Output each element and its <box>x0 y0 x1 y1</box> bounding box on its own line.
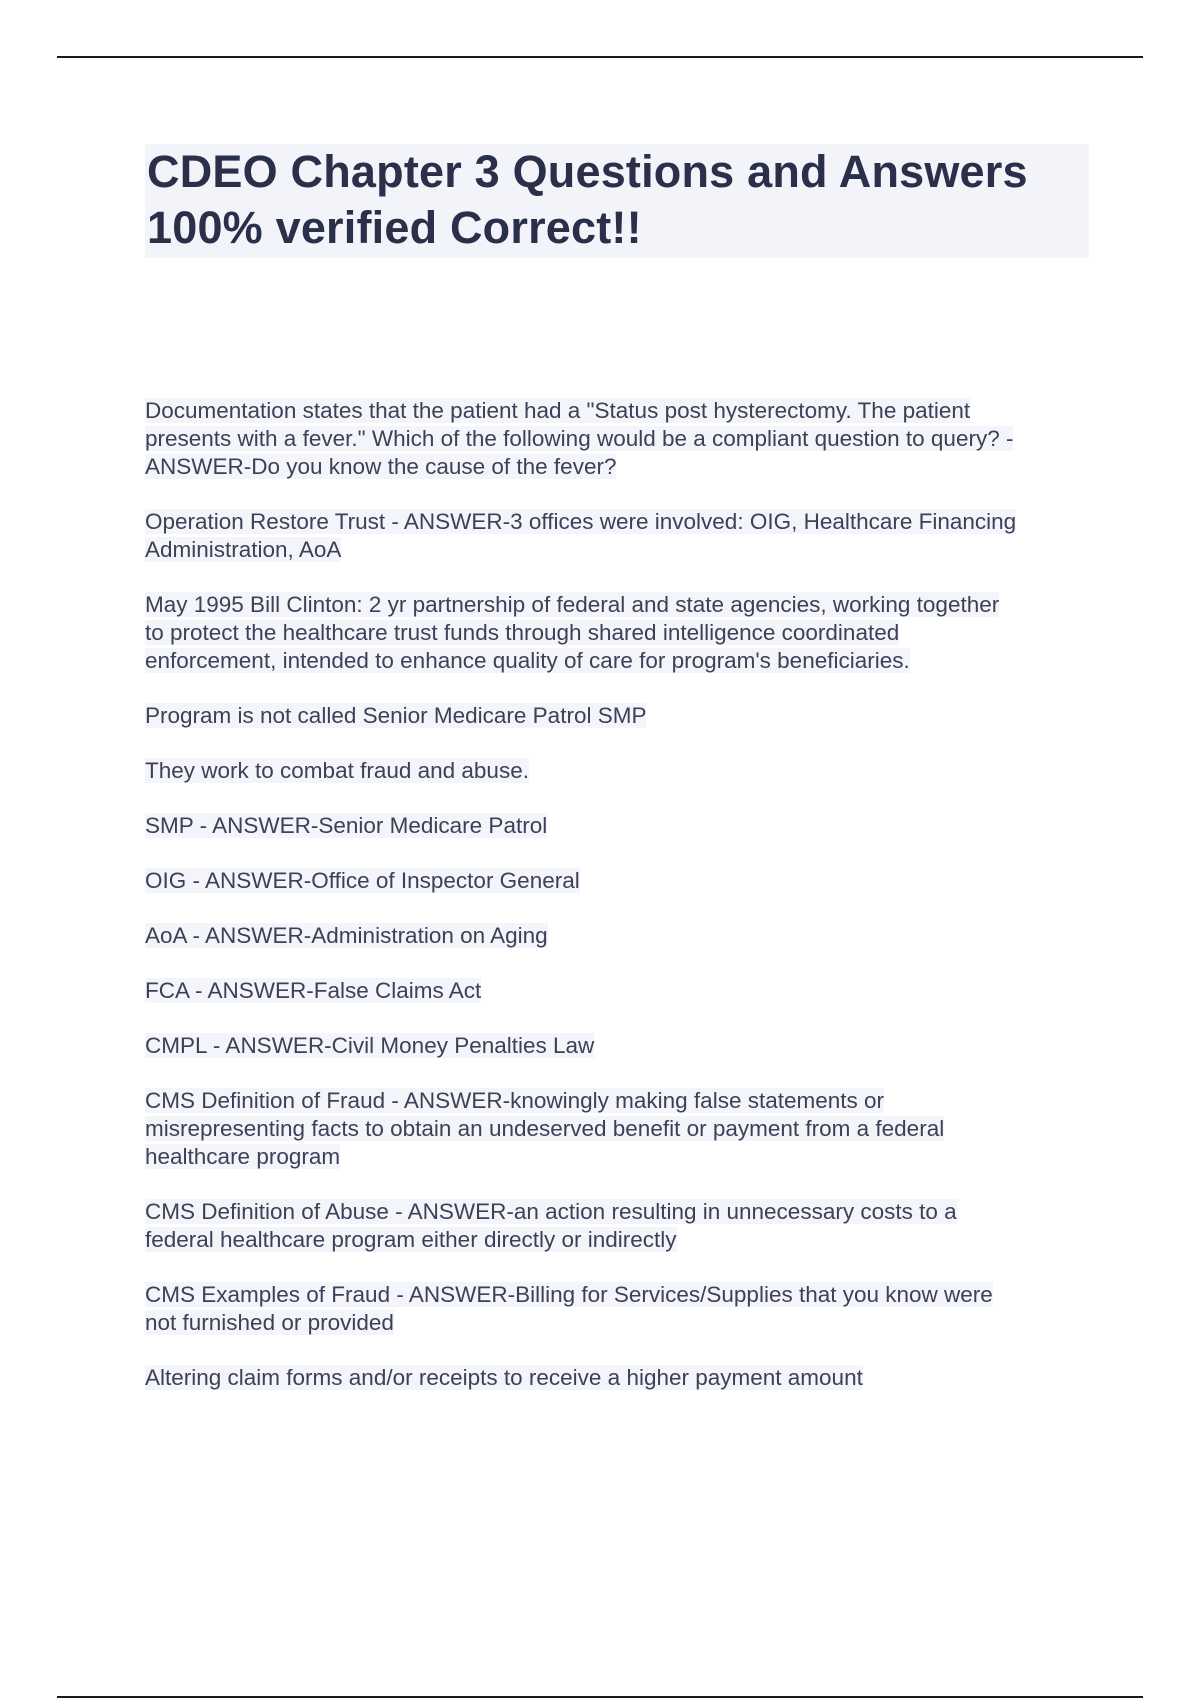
qa-item-text: Documentation states that the patient had a "Status post hysterectomy. The patient presents with a fever." Which of the following would be a compliant question to query? - ANSWER-Do you know the cause of the fever? <box>145 398 1014 479</box>
qa-item <box>145 1198 1085 1254</box>
qa-item-text: They work to combat fraud and abuse. <box>145 758 529 783</box>
qa-list <box>145 397 1085 1419</box>
qa-item <box>145 397 1085 481</box>
qa-item <box>145 977 1085 1005</box>
qa-item-text: Operation Restore Trust - ANSWER-3 offices were involved: OIG, Healthcare Financing Administration, AoA <box>145 509 1017 562</box>
qa-item-text: FCA - ANSWER-False Claims Act <box>145 978 482 1003</box>
qa-item <box>145 922 1085 950</box>
qa-item <box>145 508 1085 564</box>
qa-item-text: OIG - ANSWER-Office of Inspector General <box>145 868 580 893</box>
qa-item-text: CMS Examples of Fraud - ANSWER-Billing for Services/Supplies that you know were not furnished or provided <box>145 1282 993 1335</box>
qa-item <box>145 591 1085 675</box>
qa-item-text: CMPL - ANSWER-Civil Money Penalties Law <box>145 1033 595 1058</box>
header-divider <box>57 56 1143 58</box>
title-block <box>145 144 1089 258</box>
qa-item-text: May 1995 Bill Clinton: 2 yr partnership of federal and state agencies, working together to protect the healthcare trust funds through shared intelligence coordinated enforcement, intended to enhance quality of care for program's beneficiaries. <box>145 592 1000 673</box>
footer-divider <box>57 1696 1143 1698</box>
qa-item <box>145 757 1085 785</box>
qa-item <box>145 1281 1085 1337</box>
qa-item <box>145 702 1085 730</box>
qa-item <box>145 1087 1085 1171</box>
qa-item <box>145 1032 1085 1060</box>
qa-item <box>145 1364 1085 1392</box>
qa-item-text: SMP - ANSWER-Senior Medicare Patrol <box>145 813 548 838</box>
document-title: CDEO Chapter 3 Questions and Answers 100% verified Correct!! <box>147 146 1028 253</box>
qa-item-text: Program is not called Senior Medicare Patrol SMP <box>145 703 647 728</box>
qa-item-text: CMS Definition of Abuse - ANSWER-an action resulting in unnecessary costs to a federal healthcare program either directly or indirectly <box>145 1199 957 1252</box>
qa-item <box>145 867 1085 895</box>
qa-item <box>145 812 1085 840</box>
qa-item-text: CMS Definition of Fraud - ANSWER-knowingly making false statements or misrepresenting facts to obtain an undeserved benefit or payment from a federal healthcare program <box>145 1088 945 1169</box>
qa-item-text: AoA - ANSWER-Administration on Aging <box>145 923 548 948</box>
qa-item-text: Altering claim forms and/or receipts to receive a higher payment amount <box>145 1365 863 1390</box>
